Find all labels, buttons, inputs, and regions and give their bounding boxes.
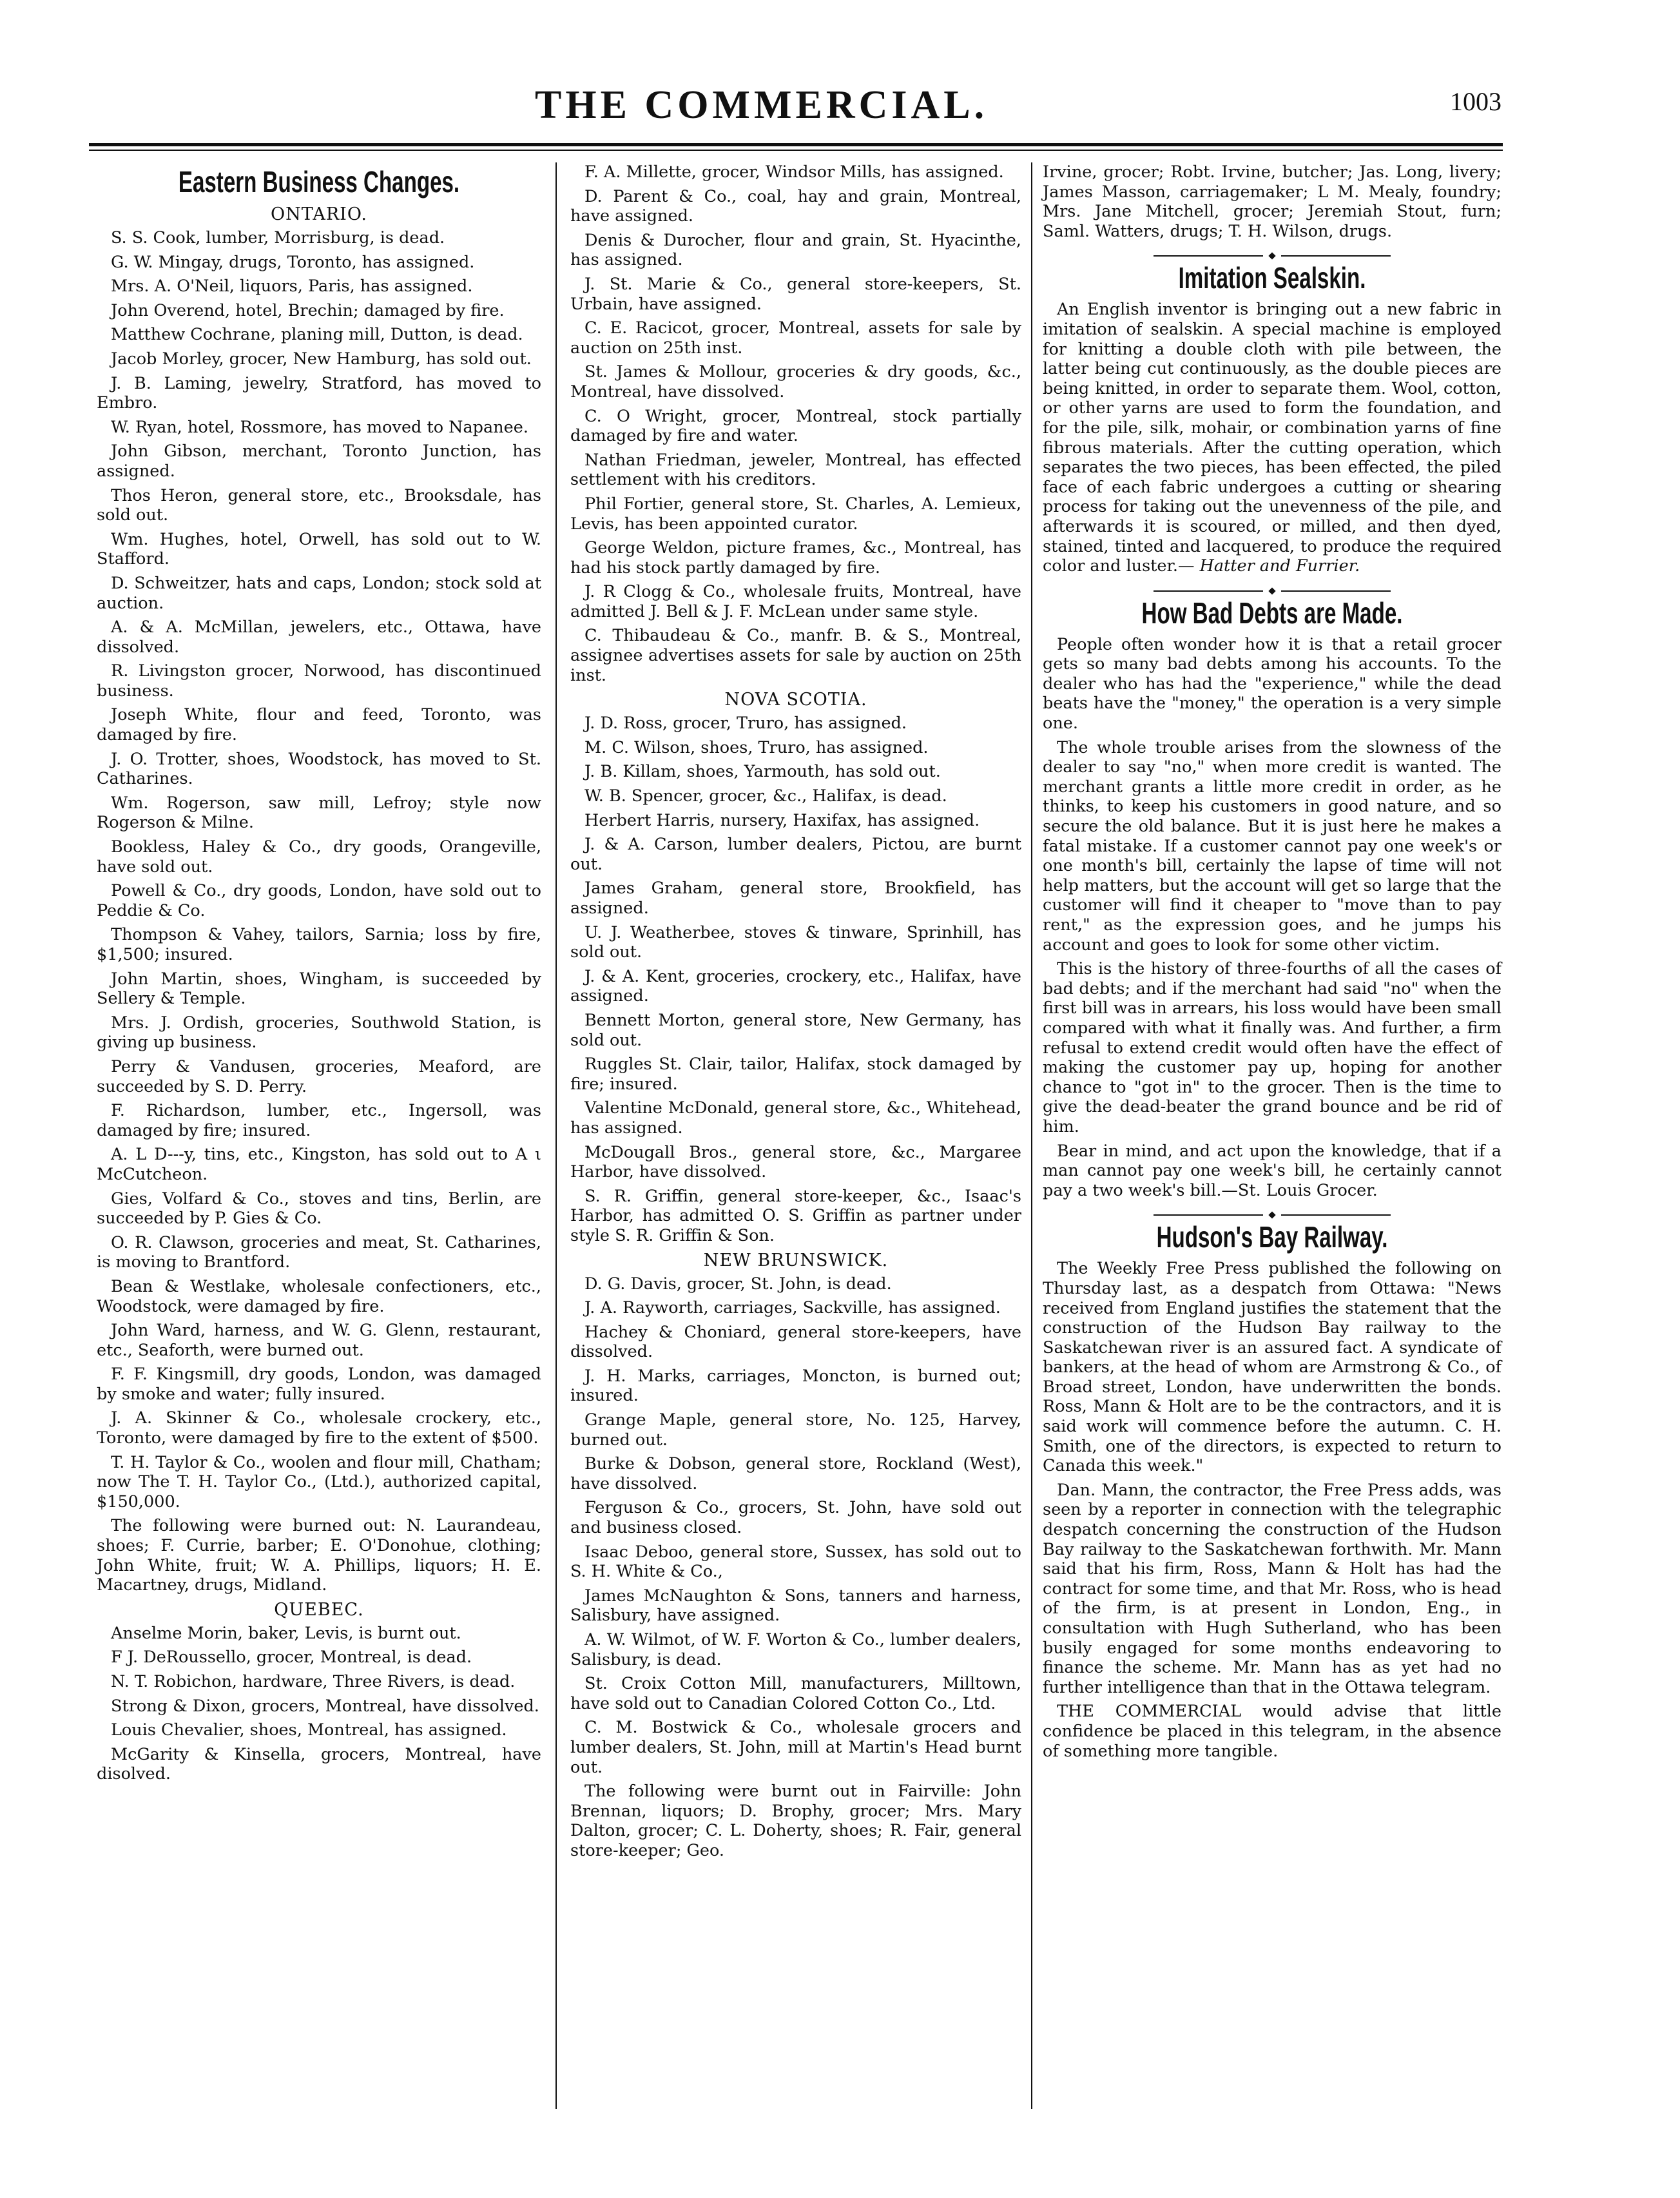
article-heading: How Bad Debts are Made. xyxy=(1141,596,1403,630)
notice-item: C. O Wright, grocer, Montreal, stock partially damaged by fire and water. xyxy=(570,406,1021,446)
notice-item: Powell & Co., dry goods, London, have sold out to Peddie & Co. xyxy=(97,881,541,920)
article-heading: Imitation Sealskin. xyxy=(1178,261,1366,295)
notice-item: Anselme Morin, baker, Levis, is burnt out. xyxy=(111,1623,461,1643)
notice-item: G. W. Mingay, drugs, Toronto, has assigned. xyxy=(111,252,475,272)
masthead xyxy=(84,77,1501,135)
notice-item: Jacob Morley, grocer, New Hamburg, has sold out. xyxy=(111,349,532,369)
section-label: NOVA SCOTIA. xyxy=(724,690,867,710)
notice-item: Nathan Friedman, jeweler, Montreal, has effected settlement with his creditors. xyxy=(570,450,1021,490)
notice-item: F. Richardson, lumber, etc., Ingersoll, was damaged by fire; insured. xyxy=(97,1101,541,1140)
newspaper-title: THE COMMERCIAL. xyxy=(535,83,989,127)
notice-item: S. R. Griffin, general store-keeper, &c., Isaac's Harbor, has admitted O. S. Griffin as partner under style S. R. Griffin & Son. xyxy=(570,1186,1021,1245)
article-heading: Hudson's Bay Railway. xyxy=(1156,1220,1388,1254)
notice-item: D. Schweitzer, hats and caps, London; stock sold at auction. xyxy=(97,573,541,613)
paragraph: Bear in mind, and act upon the knowledge, that if a man cannot pay one week's bill, he certainly cannot pay a two week's bill.—St. Louis Grocer. xyxy=(1043,1141,1501,1200)
notice-item: Mrs. J. Ordish, groceries, Southwold Station, is giving up business. xyxy=(97,1013,541,1053)
paragraph: People often wonder how it is that a retail grocer gets so many bad debts among his accounts. To the dealer who has had the "experience," while the dead beats have the "money," the operation is a very simple one. xyxy=(1043,634,1501,734)
nova-scotia-list xyxy=(570,714,1021,1245)
masthead-rule-thick xyxy=(89,143,1503,146)
notice-item: Bean & Westlake, wholesale confectioners, etc., Woodstock, were damaged by fire. xyxy=(97,1276,541,1316)
notice-item: F J. DeRoussello, grocer, Montreal, is dead. xyxy=(111,1648,472,1668)
notice-item: Valentine McDonald, general store, &c., Whitehead, has assigned. xyxy=(570,1098,1021,1138)
notice-item: Louis Chevalier, shoes, Montreal, has assigned. xyxy=(111,1720,507,1740)
notice-item: John Martin, shoes, Wingham, is succeeded by Sellery & Temple. xyxy=(97,969,541,1009)
notice-item: Phil Fortier, general store, St. Charles, A. Lemieux, Levis, has been appointed curator. xyxy=(570,494,1021,534)
column-divider xyxy=(555,162,557,2109)
paragraph xyxy=(1043,300,1501,576)
notice-item: The following were burned out: N. Laurandeau, shoes; F. Currie, barber; E. O'Donohue, clothing; John White, fruit; W. A. Phillips, liquors; H. E. Macartney, drugs, Midland. xyxy=(97,1516,541,1595)
notice-item: J. O. Trotter, shoes, Woodstock, has moved to St. Catharines. xyxy=(97,749,541,789)
notice-item: O. R. Clawson, groceries and meat, St. Catharines, is moving to Brantford. xyxy=(97,1232,541,1272)
notice-item: George Weldon, picture frames, &c., Montreal, has had his stock partly damaged by fire. xyxy=(570,538,1021,578)
notice-item: Denis & Durocher, flour and grain, St. Hyacinthe, has assigned. xyxy=(570,230,1021,270)
notice-item: John Overend, hotel, Brechin; damaged by fire. xyxy=(111,300,505,320)
notice-item: Wm. Hughes, hotel, Orwell, has sold out to W. Stafford. xyxy=(97,529,541,569)
notice-item: W. Ryan, hotel, Rossmore, has moved to Napanee. xyxy=(111,417,528,437)
notice-item: Gies, Volfard & Co., stoves and tins, Berlin, are succeeded by P. Gies & Co. xyxy=(97,1189,541,1229)
notice-item: R. Livingston grocer, Norwood, has discontinued business. xyxy=(97,661,541,701)
new-brunswick-list xyxy=(570,1274,1021,1861)
section-label: ONTARIO. xyxy=(271,204,367,224)
notice-item: Grange Maple, general store, No. 125, Harvey, burned out. xyxy=(570,1410,1021,1450)
notice-item: A. & A. McMillan, jewelers, etc., Ottawa, have dissolved. xyxy=(97,618,541,657)
notice-item: F. A. Millette, grocer, Windsor Mills, has assigned. xyxy=(584,162,1004,182)
notice-item: Isaac Deboo, general store, Sussex, has sold out to S. H. White & Co., xyxy=(570,1542,1021,1582)
paragraph-text: An English inventor is bringing out a new fabric in imitation of sealskin. A special machine is employed for knitting a double cloth with pile between, the latter being cut continuously, as the double pieces are being knitted, in order to separate them. Wool, cotton, or other yarns are used to form the foundation, and for the pile, silk, mohair, or combination yarns of fine fibrous materials. After the cutting operation, which separates the two pieces, has been effected, the piled face of each fabric undergoes a cutting or shearing process for taking out the unevenness of the pile, and afterwards it is scoured, or milled, and then dyed, stained, tinted and lacquered, to produce the required color and luster.— xyxy=(1043,300,1501,576)
column-divider xyxy=(1031,162,1032,2109)
quebec-continued-list xyxy=(570,162,1021,685)
notice-item: Bookless, Haley & Co., dry goods, Orangeville, have sold out. xyxy=(97,837,541,877)
article-heading: Eastern Business Changes. xyxy=(178,165,460,199)
ornament-divider xyxy=(1043,581,1501,591)
notice-item: Burke & Dobson, general store, Rockland (West), have dissolved. xyxy=(570,1454,1021,1493)
notice-item: A. L D---y, tins, etc., Kingston, has sold out to A ι McCutcheon. xyxy=(97,1145,541,1184)
section-label: QUEBEC. xyxy=(274,1599,364,1620)
notice-item: James McNaughton & Sons, tanners and harness, Salisbury, have assigned. xyxy=(570,1586,1021,1626)
notice-item: J. B. Laming, jewelry, Stratford, has moved to Embro. xyxy=(97,373,541,413)
notice-item: N. T. Robichon, hardware, Three Rivers, is dead. xyxy=(111,1672,516,1691)
notice-item: A. W. Wilmot, of W. F. Worton & Co., lumber dealers, Salisbury, is dead. xyxy=(570,1630,1021,1669)
notice-item: J. D. Ross, grocer, Truro, has assigned. xyxy=(584,714,907,734)
section-label: NEW BRUNSWICK. xyxy=(703,1250,889,1270)
notice-item: C. E. Racicot, grocer, Montreal, assets for sale by auction on 25th inst. xyxy=(570,318,1021,358)
ornament-divider xyxy=(1043,246,1501,256)
ontario-list xyxy=(97,228,541,1595)
notice-item: J. A. Skinner & Co., wholesale crockery, etc., Toronto, were damaged by fire to the extent of $500. xyxy=(97,1408,541,1448)
notice-item: J. B. Killam, shoes, Yarmouth, has sold out. xyxy=(584,762,941,782)
notice-item: The following were burnt out in Fairville: John Brennan, liquors; D. Brophy, grocer; Mrs. Mary Dalton, grocer; C. L. Doherty, shoes; R. Fair, general store-keeper; Geo. xyxy=(570,1782,1021,1860)
notice-item: S. S. Cook, lumber, Morrisburg, is dead. xyxy=(111,228,445,248)
paragraph: The Weekly Free Press published the following on Thursday last, as a despatch from Ottawa: "News received from England justifies the statement that the construction of the Hudson Bay railway to the Saskatchewan river is an assured fact. A syndicate of bankers, at the head of whom are Armstrong & Co., of Broad street, London, have underwritten the bonds. Ross, Mann & Holt are to be the contractors, and it is said work will commence before the autumn. C. H. Smith, one of the directors, is expected to return to Canada this week." xyxy=(1043,1259,1501,1476)
notice-item: D. Parent & Co., coal, hay and grain, Montreal, have assigned. xyxy=(570,186,1021,226)
quebec-list xyxy=(97,1624,541,1784)
paragraph: THE COMMERCIAL would advise that little confidence be placed in this telegram, in the absence of something more tangible. xyxy=(1043,1702,1501,1761)
notice-item: John Ward, harness, and W. G. Glenn, restaurant, etc., Seaforth, were burned out. xyxy=(97,1321,541,1360)
notice-item: J. & A. Carson, lumber dealers, Pictou, are burnt out. xyxy=(570,835,1021,874)
notice-item: St. Croix Cotton Mill, manufacturers, Milltown, have sold out to Canadian Colored Cotton Co., Ltd. xyxy=(570,1674,1021,1713)
page-number: 1003 xyxy=(1450,87,1501,116)
paragraph: This is the history of three-fourths of all the cases of bad debts; and if the merchant had said "no" when the first bill was in arrears, his loss would have been small compared with what it finally was. And further, a firm refusal to extend credit would often have the effect of making the customer pay up, hoping for another chance to "got in" to the grocer. Then is the time to give the dead-beater the grand bounce and be rid of him. xyxy=(1043,959,1501,1136)
notice-item: Ferguson & Co., grocers, St. John, have sold out and business closed. xyxy=(570,1498,1021,1538)
notice-item: Hachey & Choniard, general store-keepers, have dissolved. xyxy=(570,1322,1021,1362)
notice-item: W. B. Spencer, grocer, &c., Halifax, is dead. xyxy=(584,786,947,806)
ornament-divider xyxy=(1043,1205,1501,1215)
notice-item: J. R Clogg & Co., wholesale fruits, Montreal, have admitted J. Bell & J. F. McLean under same style. xyxy=(570,582,1021,621)
source-credit: Hatter and Furrier. xyxy=(1199,556,1360,576)
notice-item: J. & A. Kent, groceries, crockery, etc., Halifax, have assigned. xyxy=(570,966,1021,1006)
notice-item: James Graham, general store, Brookfield, has assigned. xyxy=(570,879,1021,918)
notice-item: C. M. Bostwick & Co., wholesale grocers and lumber dealers, St. John, mill at Martin's Head burnt out. xyxy=(570,1718,1021,1777)
notice-item: Wm. Rogerson, saw mill, Lefroy; style now Rogerson & Milne. xyxy=(97,793,541,833)
column-1 xyxy=(97,162,541,1789)
notice-item: D. G. Davis, grocer, St. John, is dead. xyxy=(584,1274,892,1294)
paragraph: Irvine, grocer; Robt. Irvine, butcher; Jas. Long, livery; James Masson, carriagemaker; L M. Mealy, foundry; Mrs. Jane Mitchell, grocer; Jeremiah Stout, furn; Saml. Watters, drugs; T. H. Wilson, drugs. xyxy=(1043,162,1501,241)
column-3 xyxy=(1043,162,1501,1765)
notice-item: Thos Heron, general store, etc., Brooksdale, has sold out. xyxy=(97,485,541,525)
notice-item: Perry & Vandusen, groceries, Meaford, are succeeded by S. D. Perry. xyxy=(97,1056,541,1096)
paragraph: The whole trouble arises from the slowness of the dealer to say "no," when more credit is wanted. The merchant grants a little more credit in order, as he thinks, to keep his customers in good nature, and so secure the old balance. But it is just here he makes a fatal mistake. If a customer cannot pay one week's or one month's bill, certainly the lapse of time will not help matters, but the account will get so large that the customer will find it cheaper to "move than to pay rent," as the expression goes, and he jumps his account and goes to look for some other victim. xyxy=(1043,737,1501,955)
notice-item: Joseph White, flour and feed, Toronto, was damaged by fire. xyxy=(97,705,541,745)
notice-item: St. James & Mollour, groceries & dry goods, &c., Montreal, have dissolved. xyxy=(570,362,1021,402)
notice-item: McGarity & Kinsella, grocers, Montreal, have disolved. xyxy=(97,1744,541,1784)
notice-item: J. A. Rayworth, carriages, Sackville, has assigned. xyxy=(584,1298,1001,1318)
notice-item: Strong & Dixon, grocers, Montreal, have dissolved. xyxy=(111,1696,539,1716)
notice-item: J. H. Marks, carriages, Moncton, is burned out; insured. xyxy=(570,1366,1021,1406)
notice-item: U. J. Weatherbee, stoves & tinware, Sprinhill, has sold out. xyxy=(570,922,1021,962)
notice-item: McDougall Bros., general store, &c., Margaree Harbor, have dissolved. xyxy=(570,1142,1021,1182)
notice-item: John Gibson, merchant, Toronto Junction, has assigned. xyxy=(97,442,541,481)
notice-item: Matthew Cochrane, planing mill, Dutton, is dead. xyxy=(111,325,523,345)
notice-item: F. F. Kingsmill, dry goods, London, was damaged by smoke and water; fully insured. xyxy=(97,1365,541,1404)
notice-item: Mrs. A. O'Neil, liquors, Paris, has assigned. xyxy=(111,277,473,297)
notice-item: Herbert Harris, nursery, Haxifax, has assigned. xyxy=(584,810,980,830)
notice-item: Thompson & Vahey, tailors, Sarnia; loss by fire, $1,500; insured. xyxy=(97,925,541,964)
notice-item: Ruggles St. Clair, tailor, Halifax, stock damaged by fire; insured. xyxy=(570,1055,1021,1094)
notice-item: C. Thibaudeau & Co., manfr. B. & S., Montreal, assignee advertises assets for sale by auction on 25th inst. xyxy=(570,626,1021,685)
column-2 xyxy=(570,162,1021,1865)
notice-item: M. C. Wilson, shoes, Truro, has assigned. xyxy=(584,737,929,757)
masthead-rule-thin xyxy=(89,150,1503,151)
paragraph: Dan. Mann, the contractor, the Free Press adds, was seen by a reporter in connection with the telegraphic despatch concerning the construction of the Hudson Bay railway to the Saskatchewan forthwith. Mr. Mann said that his firm, Ross, Mann & Holt has had the contract for some time, and that Mr. Ross, who is head of the firm, is at present in London, Eng., in consultation with Hugh Sutherland, who has been busily engaged for some months endeavoring to finance the scheme. Mr. Mann has as yet had no further intelligence than that in the Ottawa telegram. xyxy=(1043,1480,1501,1697)
notice-item: T. H. Taylor & Co., woolen and flour mill, Chatham; now The T. H. Taylor Co., (Ltd.), authorized capital, $150,000. xyxy=(97,1452,541,1512)
notice-item: J. St. Marie & Co., general store-keepers, St. Urbain, have assigned. xyxy=(570,274,1021,314)
notice-item: Bennett Morton, general store, New Germany, has sold out. xyxy=(570,1010,1021,1050)
